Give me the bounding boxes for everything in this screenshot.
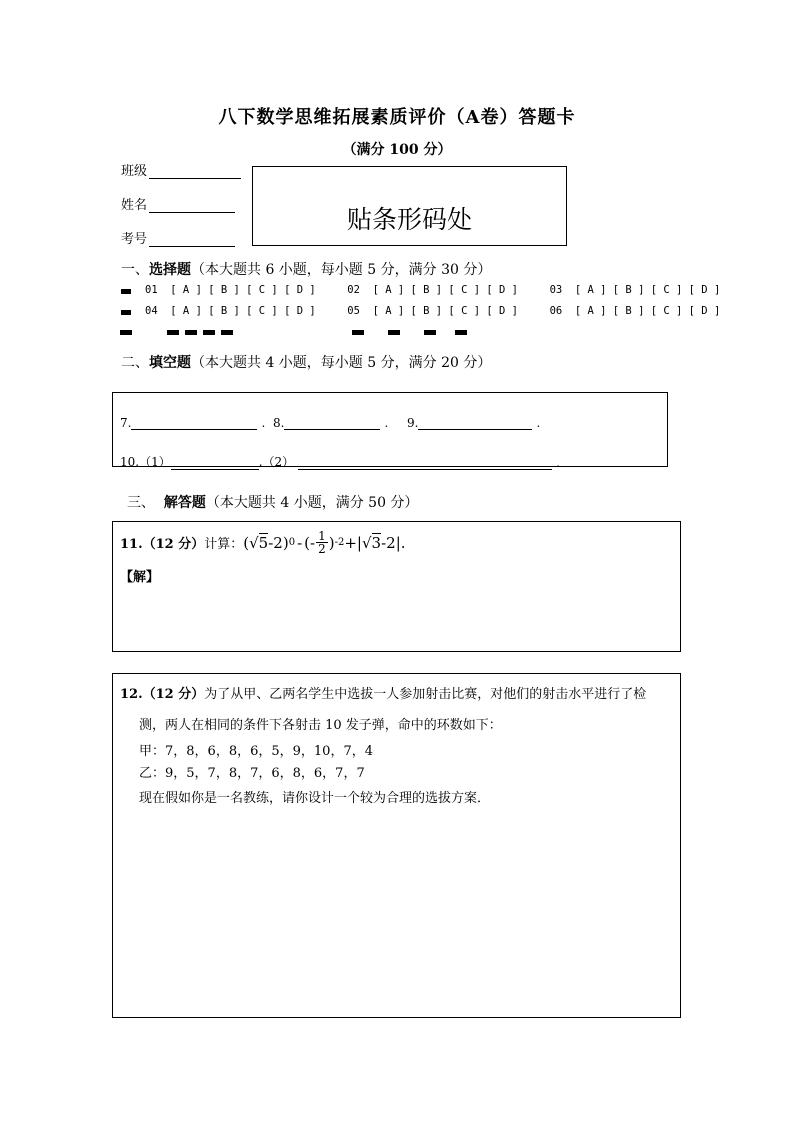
choice-row-2[interactable]: 04 [ A ] [ B ] [ C ] [ D ] 05 [ A ] [ B ] [ C ] [ D ] 06 [ A ] [ B ] [ C ] [ D ]: [145, 305, 721, 317]
section3-name: 解答题: [163, 495, 206, 511]
section1-heading: [121, 259, 491, 279]
section2-prefix: 二、: [121, 355, 149, 371]
q7-line[interactable]: [131, 417, 257, 430]
choice-row-1[interactable]: 01 [ A ] [ B ] [ C ] [ D ] 02 [ A ] [ B ] [ C ] [ D ] 03 [ A ] [ B ] [ C ] [ D ]: [145, 284, 721, 296]
timing-mark: [121, 310, 131, 315]
page-subtitle: （满分 100 分）: [342, 142, 452, 158]
timing-mark: [352, 330, 364, 335]
q11-label: 11.（12 分）: [120, 537, 205, 552]
timing-mark: [388, 330, 400, 335]
q10-period: .: [556, 456, 561, 470]
q11-minus: -: [297, 533, 303, 552]
timing-mark: [424, 330, 436, 335]
q11-exp-neg2: -2: [334, 537, 345, 548]
q7-period: .: [261, 416, 266, 430]
q9-label: 9.: [407, 416, 419, 430]
q11-question: [120, 530, 406, 555]
q12-label: 12.（12 分）: [120, 687, 205, 702]
q11-end: .: [400, 533, 406, 552]
timing-mark: [121, 289, 131, 294]
q8-label: 8.: [273, 416, 285, 430]
q11-solution-label: 【解】: [120, 570, 160, 585]
timing-mark: [167, 330, 179, 335]
sqrt-symbol: √: [361, 533, 372, 552]
q11-prompt: 计算：: [204, 537, 244, 552]
class-blank[interactable]: [149, 165, 241, 179]
q11-plus: +: [344, 533, 357, 552]
barcode-label: 贴条形码处: [346, 205, 472, 234]
q10-label: 10.（1）: [120, 455, 171, 469]
q12-line2: 测，两人在相同的条件下各射击 10 发子弹，命中的环数如下：: [139, 718, 502, 733]
name-label: 姓名: [121, 198, 148, 213]
q12-line1: [120, 683, 646, 702]
q8-blank[interactable]: [273, 416, 388, 430]
section3-desc: （本大题共 4 小题，满分 50 分）: [205, 495, 419, 511]
section1-prefix: 一、: [121, 262, 149, 278]
exam-no-label: 考号: [121, 232, 148, 247]
timing-mark: [455, 330, 467, 335]
section2-heading: [121, 352, 491, 372]
q9-blank[interactable]: [407, 416, 540, 430]
class-label: 班级: [121, 164, 148, 179]
q8-line[interactable]: [284, 417, 380, 430]
section1-desc: （本大题共 6 小题，每小题 5 分，满分 30 分）: [191, 262, 492, 278]
exam-no-blank[interactable]: [149, 233, 235, 247]
q11-fraction: [316, 530, 328, 555]
q10-line-2[interactable]: [298, 457, 552, 470]
q10-part2-label: .（2）: [258, 455, 295, 469]
exam-no-field[interactable]: [121, 228, 235, 247]
section3-heading: [127, 492, 418, 512]
barcode-area: [252, 166, 567, 246]
timing-mark: [120, 330, 132, 335]
q12-jia-scores: 甲：7，8，6，8，6，5，9，10，7，4: [139, 744, 373, 759]
q11-term1-tail: -2): [268, 533, 289, 552]
q9-line[interactable]: [418, 417, 532, 430]
q11-radicand-5: 5: [258, 534, 269, 552]
sqrt-symbol: √: [249, 533, 259, 552]
q8-period: .: [384, 416, 389, 430]
q12-line1-text: 为了从甲、乙两名学生中选拔一人参加射击比赛，对他们的射击水平进行了检: [204, 687, 647, 702]
q12-task: 现在假如你是一名教练，请你设计一个较为合理的选拔方案．: [139, 791, 491, 806]
q11-frac-num: 1: [318, 529, 326, 543]
timing-mark: [185, 330, 197, 335]
section1-name: 选择题: [149, 262, 191, 278]
timing-mark: [203, 330, 215, 335]
q11-term3-tail: -2: [381, 533, 396, 552]
section2-name: 填空题: [149, 355, 191, 371]
q9-period: .: [536, 416, 541, 430]
name-field[interactable]: [121, 194, 235, 213]
section3-prefix: 三、: [127, 495, 155, 511]
q10-line-1[interactable]: [171, 457, 259, 470]
timing-mark: [221, 330, 233, 335]
q11-frac-den: 2: [318, 542, 326, 556]
q11-expression: ( √ 5 -2) 0 - (- $\frac{1}{2}$ ) -2 + | √ 3 -2 | .: [243, 529, 406, 556]
name-blank[interactable]: [149, 199, 235, 213]
section2-desc: （本大题共 4 小题，每小题 5 分，满分 20 分）: [191, 355, 492, 371]
q11-exp-0: 0: [288, 537, 296, 548]
q11-radicand-3: 3: [371, 534, 382, 552]
class-field[interactable]: [121, 160, 241, 179]
q10-blank[interactable]: [120, 453, 560, 470]
q7-label: 7.: [120, 416, 132, 430]
q7-blank[interactable]: [120, 416, 265, 430]
page-title: 八下数学思维拓展素质评价（A卷）答题卡: [218, 107, 576, 128]
q12-yi-scores: 乙：9，5，7，8，7，6，8，6，7，7: [139, 766, 365, 781]
